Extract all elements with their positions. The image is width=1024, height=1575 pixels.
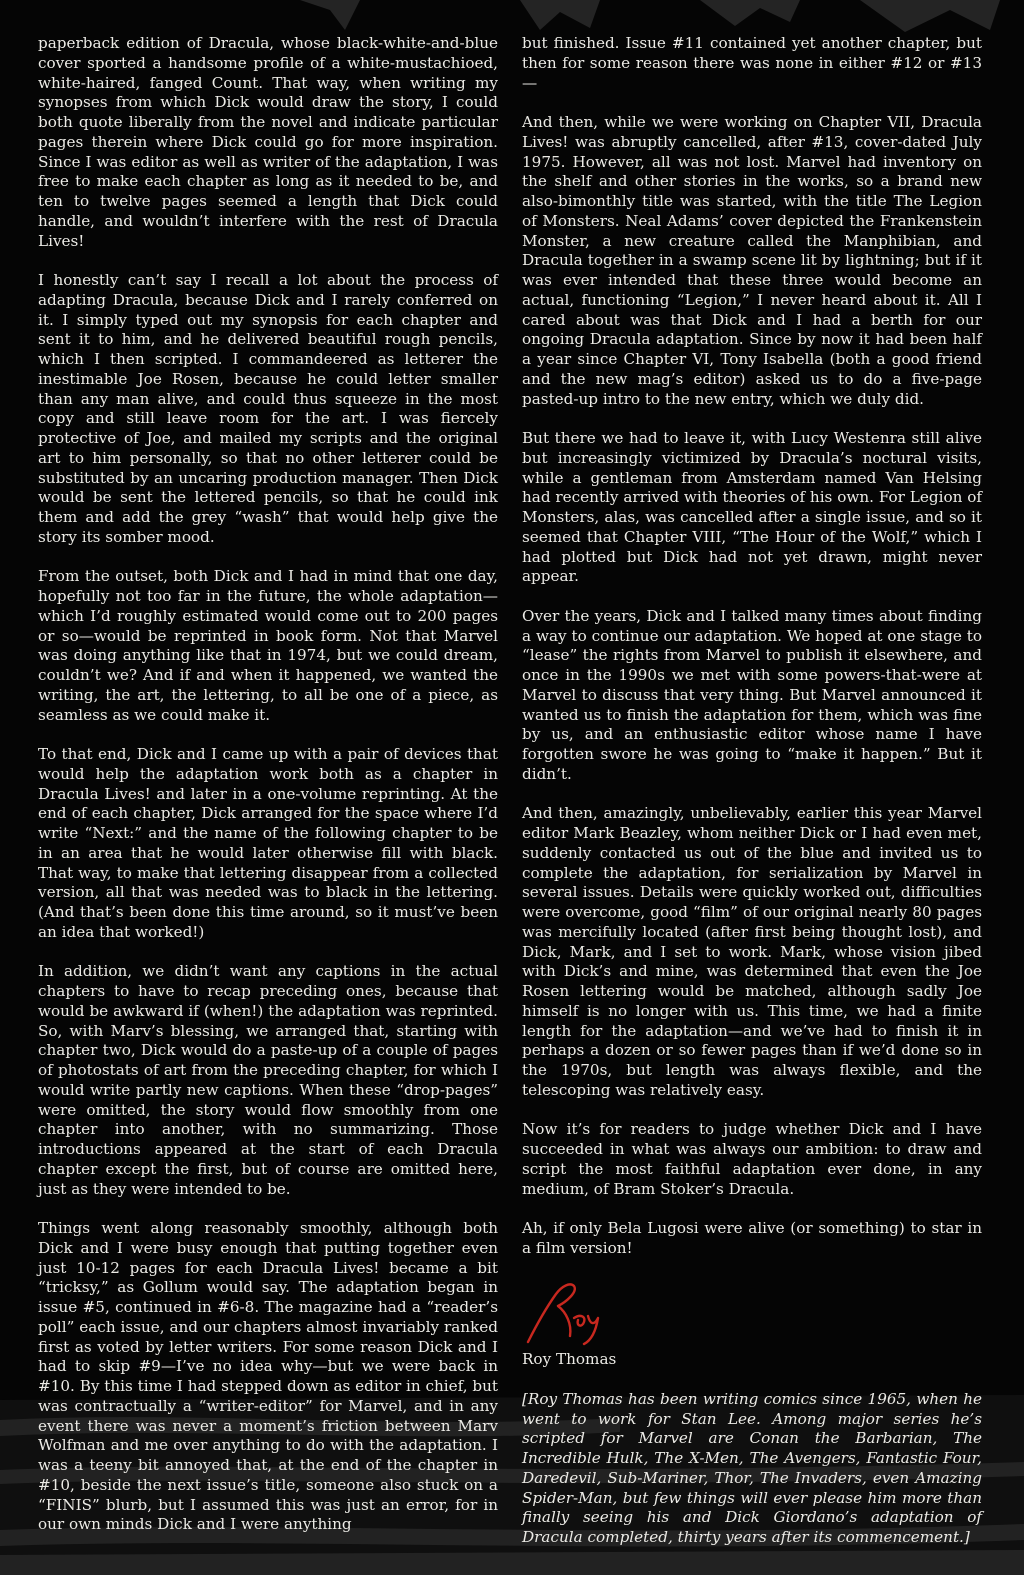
paragraph: In addition, we didn’t want any captions in the actual chapters to have to recap preceding ones, because that would be awkward if (when!) the adaptation was reprinted. So, with Marv’s blessing, we arranged that, starting with chapter two, Dick would do a paste-up of a couple of pages of photostats of art from the preceding chapter, for which I would write partly new captions. When these “drop-pages” were omitted, the story would flow smoothly from one chapter into another, with no summarizing. Those introductions appeared at the start of each Dracula chapter except the first, but of course are omitted here, just as they were intended to be. [38,962,498,1198]
paragraph: Ah, if only Bela Lugosi were alive (or something) to star in a film version! [522,1219,982,1257]
paragraph: To that end, Dick and I came up with a pair of devices that would help the adaptation work both as a chapter in Dracula Lives! and later in a one-volume reprinting. At the end of each chapter, Dick arranged for the space where I’d write “Next:” and the name of the following chapter to be in an area that he would later otherwise fill with black. That way, to make that lettering disappear from a collected version, all that was needed was to black in the lettering. (And that’s been done this time around, so it must’ve been an idea that worked!) [38,745,498,941]
author-bio: [Roy Thomas has been writing comics since 1965, when he went to work for Stan Lee. Among major series he’s scripted for Marvel are Conan the Barbarian, The Incredible Hulk, The X-Men, The Avengers, Fantastic Four, Daredevil, Sub-Mariner, Thor, The Invaders, even Amazing Spider-Man, but few things will ever please him more than finally seeing his and Dick Giordano’s adaptation of Dracula completed, thirty years after its commencement.] [522,1389,982,1546]
handwritten-signature [522,1278,612,1350]
signature-name: Roy Thomas [522,1350,617,1369]
paragraph: Over the years, Dick and I talked many times about finding a way to continue our adaptation. We hoped at one stage to “lease” the rights from Marvel to publish it elsewhere, and once in the 1990s we met with some powers-that-were at Marvel to discuss that very thing. But Marvel announced it wanted us to finish the adaptation for them, which was fine by us, and an enthusiastic editor whose name I have forgotten swore he was going to “make it happen.” But it didn’t. [522,606,982,783]
paragraph: Now it’s for readers to judge whether Dick and I have succeeded in what was always our ambition: to draw and script the most faithful adaptation ever done, in any medium, of Bram Stoker’s Dracula. [522,1120,982,1198]
paragraph: And then, while we were working on Chapter VII, Dracula Lives! was abruptly cancelled, after #13, cover-dated July 1975. However, all was not lost. Marvel had inventory on the shelf and other stories in the works, so a brand new also-bimonthly title was started, with the title The Legion of Monsters. Neal Adams’ cover depicted the Frankenstein Monster, a new creature called the Manphibian, and Dracula together in a swamp scene lit by lightning; but if it was ever intended that these three would become an actual, functioning “Legion,” I never heard about it. All I cared about was that Dick and I had a berth for our ongoing Dracula adaptation. Since by now it had been half a year since Chapter VI, Tony Isabella (both a good friend and the new mag’s editor) asked us to do a five-page pasted-up intro to the new entry, which we duly did. [522,113,982,408]
left-column [38,34,498,1535]
paragraph: I honestly can’t say I recall a lot about the process of adapting Dracula, because Dick and I rarely conferred on it. I simply typed out my synopsis for each chapter and sent it to him, and he delivered beautiful rough pencils, which I then scripted. I commandeered as letterer the inestimable Joe Rosen, because he could letter smaller than any man alive, and could thus squeeze in the most copy and still leave room for the art. I was fiercely protective of Joe, and mailed my scripts and the original art to him personally, so that no other letterer could be substituted by an uncaring production manager. Then Dick would be sent the lettered pencils, so that he could ink them and add the grey “wash” that would help give the story its somber mood. [38,271,498,546]
right-column [522,34,982,1548]
paragraph: Things went along reasonably smoothly, although both Dick and I were busy enough that putting together even just 10-12 pages for each Dracula Lives! became a bit “tricksy,” as Gollum would say. The adaptation began in issue #5, continued in #6-8. The magazine had a “reader’s poll” each issue, and our chapters almost invariably ranked first as voted by letter writers. For some reason Dick and I had to skip #9—I’ve no idea why—but we were back in #10. By this time I had stepped down as editor in chief, but was contractually a “writer-editor” for Marvel, and in any event there was never a moment’s friction between Marv Wolfman and me over anything to do with the adaptation. I was a teeny bit annoyed that, at the end of the chapter in #10, beside the next issue’s title, someone also stuck on a “FINIS” blurb, but I assumed this was just an error, for in our own minds Dick and I were anything [38,1219,498,1534]
paragraph: paperback edition of Dracula, whose black-white-and-blue cover sported a handsome profile of a white-mustachioed, white-haired, fanged Count. That way, when writing my synopses from which Dick would draw the story, I could both quote liberally from the novel and indicate particular pages therein where Dick could go for more inspiration. Since I was editor as well as writer of the adaptation, I was free to make each chapter as long as it needed to be, and ten to twelve pages seemed a length that Dick could handle, and wouldn’t interfere with the rest of Dracula Lives! [38,34,498,250]
paragraph: but finished. Issue #11 contained yet another chapter, but then for some reason there was none in either #12 or #13— [522,34,982,92]
paragraph: From the outset, both Dick and I had in mind that one day, hopefully not too far in the future, the whole adaptation—which I’d roughly estimated would come out to 200 pages or so—would be reprinted in book form. Not that Marvel was doing anything like that in 1974, but we could dream, couldn’t we? And if and when it happened, we wanted the writing, the art, the lettering, to all be one of a piece, as seamless as we could make it. [38,567,498,724]
paragraph: And then, amazingly, unbelievably, earlier this year Marvel editor Mark Beazley, whom neither Dick or I had even met, suddenly contacted us out of the blue and invited us to complete the adaptation, for serialization by Marvel in several issues. Details were quickly worked out, difficulties were overcome, good “film” of our original nearly 80 pages was mercifully located (after first being thought lost), and Dick, Mark, and I set to work. Mark, whose vision jibed with Dick’s and mine, was determined that even the Joe Rosen lettering would be matched, although sadly Joe himself is no longer with us. This time, we had a finite length for the adaptation—and we’ve had to finish it in perhaps a dozen or so fewer pages than if we’d done so in the 1970s, but length was always flexible, and the telescoping was relatively easy. [522,804,982,1099]
paragraph: But there we had to leave it, with Lucy Westenra still alive but increasingly victimized by Dracula’s noctural visits, while a gentleman from Amsterdam named Van Helsing had recently arrived with theories of his own. For Legion of Monsters, alas, was cancelled after a single issue, and so it seemed that Chapter VIII, “The Hour of the Wolf,” which I had plotted but Dick had not yet drawn, might never appear. [522,429,982,586]
